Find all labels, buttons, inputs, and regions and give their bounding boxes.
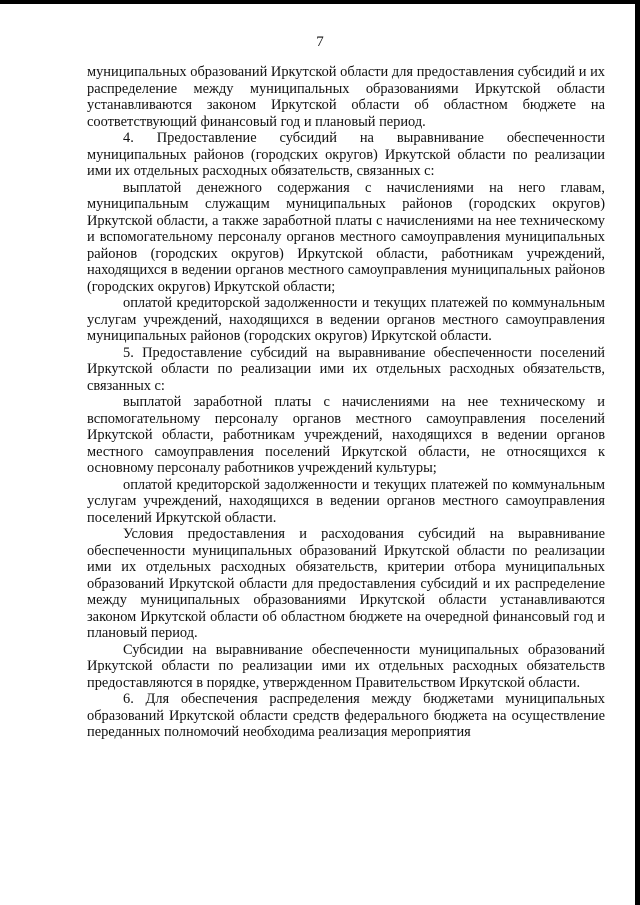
paragraph: Субсидии на выравнивание обеспеченности муниципальных образований Иркутской области по реализации ими их отдельных расходных обязательств предоставляются в порядке, утвержденном Правительством Иркутской области. xyxy=(87,641,605,691)
paragraph: выплатой заработной платы с начислениями на нее техническому и вспомогательному персоналу органов местного самоуправления поселений Иркутской области, работникам учреждений, находящихся в ведении органов местного самоуправления поселений Иркутской области, не относящихся к основному персоналу работников учреждений культуры; xyxy=(87,394,605,476)
page-number: 7 xyxy=(316,34,324,50)
paragraph: 5. Предоставление субсидий на выравнивание обеспеченности поселений Иркутской области по реализации ими их отдельных расходных обязательств, связанных с: xyxy=(87,344,605,394)
paragraph: оплатой кредиторской задолженности и текущих платежей по коммунальным услугам учреждений, находящихся в ведении органов местного самоуправления поселений Иркутской области. xyxy=(87,476,605,526)
paragraph: оплатой кредиторской задолженности и текущих платежей по коммунальным услугам учреждений, находящихся в ведении органов местного самоуправления муниципальных районов (городских округов) Иркутской области. xyxy=(87,295,605,344)
paragraph: 4. Предоставление субсидий на выравнивание обеспеченности муниципальных районов (городских округов) Иркутской области по реализации ими их отдельных расходных обязательств, связанных с: xyxy=(87,130,605,179)
paragraph: муниципальных образований Иркутской области для предоставления субсидий и их распределение между муниципальных образованиями Иркутской области устанавливаются законом Иркутской области об областном бюджете на соответствующий финансовый год и плановый период. xyxy=(87,64,605,130)
scan-top-border xyxy=(0,0,640,4)
paragraph: 6. Для обеспечения распределения между бюджетами муниципальных образований Иркутской области средств федерального бюджета на осуществление переданных полномочий необходима реализация мероприятия xyxy=(87,691,605,740)
scan-right-border xyxy=(635,0,640,905)
document-body xyxy=(87,64,605,741)
paragraph: Условия предоставления и расходования субсидий на выравнивание обеспеченности муниципальных образований Иркутской области по реализации ими их отдельных расходных обязательств, критерии отбора муниципальных образований Иркутской области для предоставления субсидий и их распределение между муниципальных образованиями Иркутской области устанавливаются законом Иркутской области об областном бюджете на очередной финансовый год и плановый период. xyxy=(87,526,605,641)
paragraph: выплатой денежного содержания с начислениями на него главам, муниципальным служащим муниципальных районов (городских округов) Иркутской области, а также заработной платы с начислениями на нее техническому и вспомогательному персоналу органов местного самоуправления муниципальных районов (городских округов) Иркутской области, работникам учреждений, находящихся в ведении органов местного самоуправления муниципальных районов (городских округов) Иркутской области; xyxy=(87,179,605,295)
